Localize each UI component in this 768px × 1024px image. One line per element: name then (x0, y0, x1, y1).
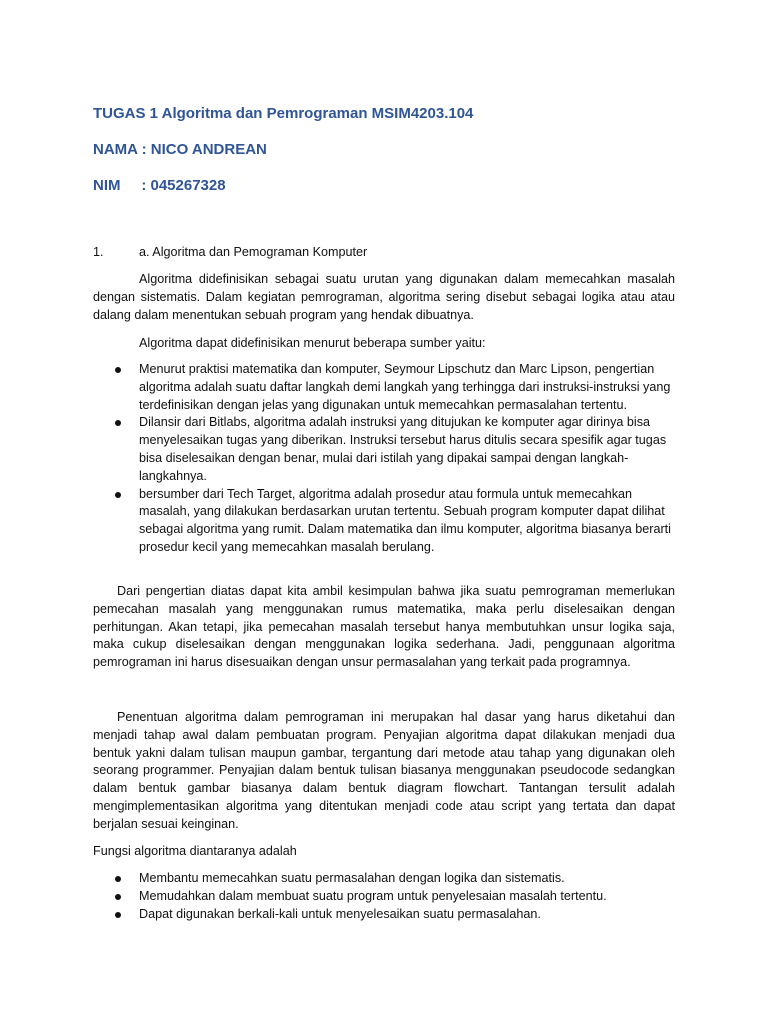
student-nim: NIM : 045267328 (93, 177, 226, 194)
intro-paragraph: Algoritma didefinisikan sebagai suatu urutan yang digunakan dalam memecahkan masalah dengan sistematis. Dalam kegiatan pemrograman, algoritma sering disebut sebagai logika atau atau dalang dalam menentukan sebuah program yang hendak dibuatnya. (93, 272, 675, 322)
sources-list (93, 361, 673, 557)
functions-list (93, 870, 673, 923)
document-title: TUGAS 1 Algoritma dan Pemrograman MSIM4203.104 (93, 105, 474, 122)
section-subtitle: a. Algoritma dan Pemograman Komputer (139, 245, 368, 259)
bullet-icon (115, 492, 121, 498)
bullet-icon (115, 876, 121, 882)
bullet-icon (115, 367, 121, 373)
bullet-icon (115, 894, 121, 900)
list-item: Membantu memecahkan suatu permasalahan dengan logika dan sistematis. (93, 870, 673, 888)
bullet-icon (115, 420, 121, 426)
determination-paragraph: Penentuan algoritma dalam pemrograman ini merupakan hal dasar yang harus diketahui dan menjadi tahap awal dalam pembuatan program. Penyajian algoritma dapat dilakukan menjadi dua bentuk yakni dalam tulisan maupun gambar, tergantung dari metode atau tahap yang digunakan oleh seorang programmer. Penyajian dalam bentuk tulisan biasanya menggunakan pseudocode sedangkan dalam bentuk gambar biasanya dalam bentuk diagram flowchart. Tantangan tersulit adalah mengimplementasikan algoritma yang ditentukan menjadi code atau script yang tertata dan dapat berjalan sesuai keinginan. (93, 710, 675, 831)
list-item: bersumber dari Tech Target, algoritma adalah prosedur atau formula untuk memecahkan masalah, yang dilakukan berdasarkan urutan tertentu. Sebuah program komputer dapat dilihat sebagai algoritma yang rumit. Dalam matematika dan ilmu komputer, algoritma biasanya berarti prosedur kecil yang memecahkan masalah berulang. (93, 486, 673, 557)
sources-intro: Algoritma dapat didefinisikan menurut beberapa sumber yaitu: (139, 336, 486, 350)
functions-intro: Fungsi algoritma diantaranya adalah (93, 844, 297, 858)
student-name: NAMA : NICO ANDREAN (93, 141, 267, 158)
conclusion-paragraph: Dari pengertian diatas dapat kita ambil kesimpulan bahwa jika suatu pemrograman memerlukan pemecahan masalah yang menggunakan rumus matematika, maka perlu diselesaikan dengan perhitungan. Akan tetapi, jika pemecahan masalah tersebut hanya membutuhkan unsur logika saja, maka cukup diselesaikan dengan menggunakan logika sederhana. Jadi, penggunaan algoritma pemrograman ini harus disesuaikan dengan unsur permasalahan yang terkait pada programnya. (93, 584, 675, 670)
section-number: 1. (93, 245, 104, 259)
list-item: Menurut praktisi matematika dan komputer, Seymour Lipschutz dan Marc Lipson, pengertian algoritma adalah suatu daftar langkah demi langkah yang terhingga dari instruksi-instruksi yang terdefinisikan dengan jelas yang digunakan untuk memecahkan permasalahan tertentu. (93, 361, 673, 414)
list-item: Dapat digunakan berkali-kali untuk menyelesaikan suatu permasalahan. (93, 906, 673, 924)
list-item: Dilansir dari Bitlabs, algoritma adalah instruksi yang ditujukan ke komputer agar dirinya bisa menyelesaikan tugas yang diberikan. Instruksi tersebut harus ditulis secara spesifik agar tugas bisa diselesaikan dengan benar, mulai dari istilah yang dipakai sampai dengan langkah- langkahnya. (93, 414, 673, 485)
bullet-icon (115, 912, 121, 918)
list-item: Memudahkan dalam membuat suatu program untuk penyelesaian masalah tertentu. (93, 888, 673, 906)
